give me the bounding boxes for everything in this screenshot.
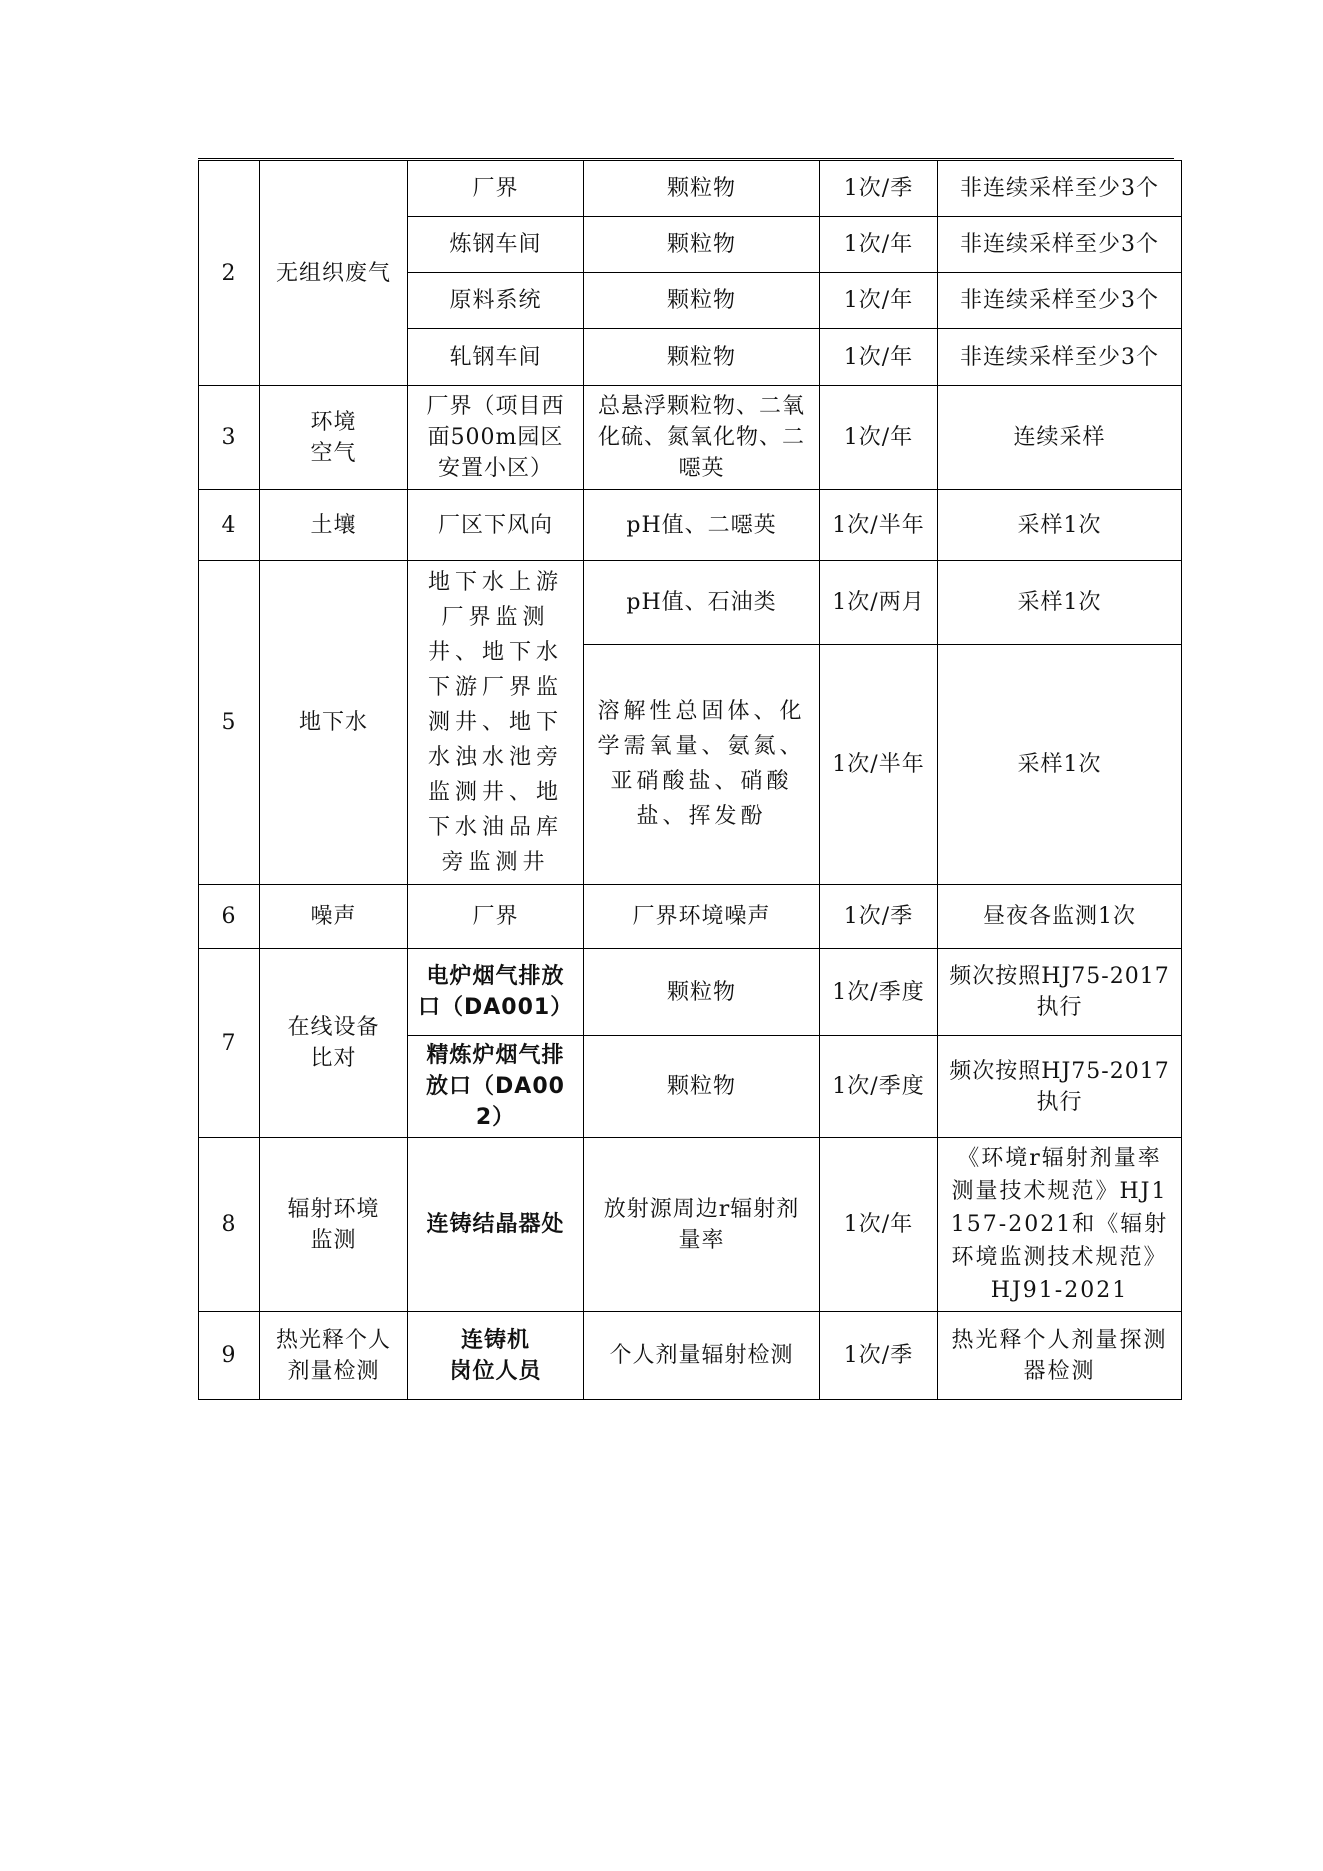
table-row [199,161,1182,217]
monitor-location: 轧钢车间 [408,329,584,386]
monitor-location: 原料系统 [408,273,584,329]
monitor-location: 精炼炉烟气排放口（DA002） [408,1036,584,1138]
monitor-frequency: 1次/季度 [820,1036,938,1138]
monitor-item: 厂界环境噪声 [584,885,820,949]
monitor-frequency: 1次/半年 [820,644,938,884]
row-number: 5 [199,561,260,885]
monitor-frequency: 1次/年 [820,273,938,329]
monitor-method: 非连续采样至少3个 [938,329,1182,386]
monitor-method: 频次按照HJ75-2017执行 [938,949,1182,1036]
monitor-method: 非连续采样至少3个 [938,161,1182,217]
monitor-item: pH值、石油类 [584,561,820,645]
row-number: 3 [199,386,260,490]
monitor-category: 无组织废气 [260,161,408,386]
monitor-location: 地下水上游厂界监测井、地下水下游厂界监测井、地下水浊水池旁监测井、地下水油品库旁监测井 [408,561,584,885]
monitor-item: 溶解性总固体、化学需氧量、氨氮、亚硝酸盐、硝酸盐、挥发酚 [584,644,820,884]
monitor-location: 炼钢车间 [408,217,584,273]
table-row [199,561,1182,645]
monitor-frequency: 1次/年 [820,1138,938,1312]
monitor-method: 频次按照HJ75-2017执行 [938,1036,1182,1138]
monitor-method: 非连续采样至少3个 [938,273,1182,329]
monitor-location: 厂区下风向 [408,490,584,561]
monitor-method: 昼夜各监测1次 [938,885,1182,949]
monitor-item: pH值、二噁英 [584,490,820,561]
row-number: 6 [199,885,260,949]
monitor-item: 颗粒物 [584,1036,820,1138]
monitor-item: 颗粒物 [584,273,820,329]
monitoring-plan-table [198,160,1182,1400]
monitor-category: 噪声 [260,885,408,949]
monitor-frequency: 1次/半年 [820,490,938,561]
row-number: 9 [199,1312,260,1400]
monitor-frequency: 1次/年 [820,217,938,273]
monitor-frequency: 1次/季 [820,161,938,217]
row-number: 8 [199,1138,260,1312]
table-row [199,1138,1182,1312]
monitor-frequency: 1次/两月 [820,561,938,645]
table-row [199,949,1182,1036]
monitor-item: 颗粒物 [584,217,820,273]
monitor-location: 连铸机 岗位人员 [408,1312,584,1400]
monitor-frequency: 1次/季 [820,1312,938,1400]
monitor-category: 土壤 [260,490,408,561]
monitor-item: 颗粒物 [584,329,820,386]
table-row [199,1312,1182,1400]
monitoring-table-container [198,160,1181,1400]
monitor-method: 非连续采样至少3个 [938,217,1182,273]
monitor-category: 环境 空气 [260,386,408,490]
row-number: 7 [199,949,260,1138]
monitor-method: 连续采样 [938,386,1182,490]
monitor-category: 地下水 [260,561,408,885]
row-number: 2 [199,161,260,386]
monitor-method: 采样1次 [938,644,1182,884]
monitor-method: 采样1次 [938,561,1182,645]
monitor-frequency: 1次/季度 [820,949,938,1036]
table-row [199,386,1182,490]
monitor-item: 放射源周边r辐射剂量率 [584,1138,820,1312]
monitor-location: 电炉烟气排放口（DA001） [408,949,584,1036]
table-row [199,490,1182,561]
monitor-location: 厂界（项目西面500m园区安置小区） [408,386,584,490]
monitor-method: 热光释个人剂量探测器检测 [938,1312,1182,1400]
monitor-item: 个人剂量辐射检测 [584,1312,820,1400]
table-row [199,885,1182,949]
monitor-method: 采样1次 [938,490,1182,561]
monitor-category: 在线设备 比对 [260,949,408,1138]
monitor-item: 颗粒物 [584,949,820,1036]
monitor-location: 连铸结晶器处 [408,1138,584,1312]
monitor-location: 厂界 [408,885,584,949]
monitor-method: 《环境r辐射剂量率测量技术规范》HJ1157-2021和《辐射环境监测技术规范》HJ91-2021 [938,1138,1182,1312]
monitor-item: 总悬浮颗粒物、二氧化硫、氮氧化物、二噁英 [584,386,820,490]
row-number: 4 [199,490,260,561]
monitor-frequency: 1次/年 [820,329,938,386]
monitor-item: 颗粒物 [584,161,820,217]
monitor-category: 热光释个人剂量检测 [260,1312,408,1400]
table-top-rule [198,158,1174,159]
monitor-frequency: 1次/年 [820,386,938,490]
monitor-category: 辐射环境 监测 [260,1138,408,1312]
monitor-frequency: 1次/季 [820,885,938,949]
monitor-location: 厂界 [408,161,584,217]
